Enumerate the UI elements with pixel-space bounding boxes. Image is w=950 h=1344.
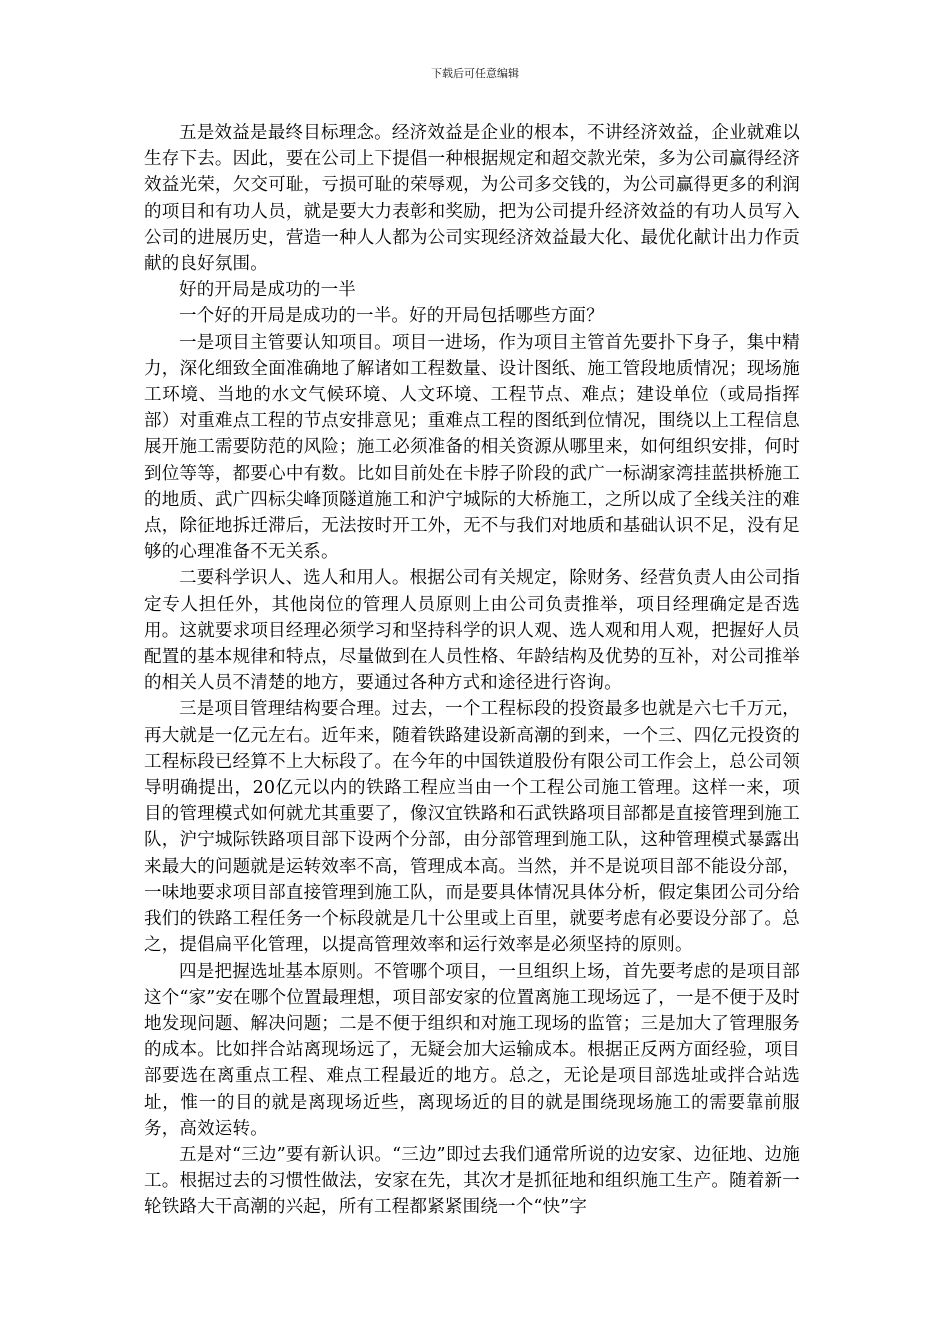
paragraph-select-people: 二要科学识人、选人和用人。根据公司有关规定，除财务、经营负责人由公司指定专人担任外，其他岗位的管理人员原则上由公司负责推举，项目经理确定是否选用。这就要求项目经理必须学习和坚持科学的识人观、选人观和用人观，把握好人员配置的基本规律和特点，尽量做到在人员性格、年龄结构及优势的互补，对公司推举的相关人员不清楚的地方，要通过各种方式和途径进行咨询。 <box>144 568 800 694</box>
document-body <box>144 120 800 1221</box>
paragraph-site-selection: 四是把握选址基本原则。不管哪个项目，一旦组织上场，首先要考虑的是项目部这个“家”安在哪个位置最理想，项目部安家的位置离施工现场远了，一是不便于及时地发现问题、解决问题；二是不便于组织和对施工现场的监管；三是加大了管理服务的成本。比如拌合站离现场远了，无疑会加大运输成本。根据正反两方面经验，项目部要选在离重点工程、难点工程最近的地方。总之，无论是项目部选址或拌合站选址，惟一的目的就是离现场近些，离现场近的目的就是围绕现场施工的需要靠前服务，高效运转。 <box>144 961 800 1139</box>
section-heading-good-start: 好的开局是成功的一半 <box>179 280 356 301</box>
paragraph-three-sides: 五是对“三边”要有新认识。“三边”即过去我们通常所说的边安家、边征地、边施工。根据过去的习惯性做法，安家在先，其次才是抓征地和组织施工生产。随着新一轮铁路大干高潮的兴起，所有工程都紧紧围绕一个“快”字 <box>144 1144 800 1218</box>
paragraph-know-project: 一是项目主管要认知项目。项目一进场，作为项目主管首先要扑下身子，集中精力，深化细致全面准确地了解诸如工程数量、设计图纸、施工管段地质情况；现场施工环境、当地的水文气候环境、人文环境、工程节点、难点；建设单位（或局指挥部）对重难点工程的节点安排意见；重难点工程的图纸到位情况，围绕以上工程信息展开施工需要防范的风险；施工必须准备的相关资源从哪里来，如何组织安排，何时到位等等，都要心中有数。比如目前处在卡脖子阶段的武广一标湖家湾挂蓝拱桥施工的地质、武广四标尖峰顶隧道施工和沪宁城际的大桥施工，之所以成了全线关注的难点，除征地拆迁滞后，无法按时开工外，无不与我们对地质和基础认识不足，没有足够的心理准备不无关系。 <box>144 332 800 563</box>
paragraph-efficiency-goal: 五是效益是最终目标理念。经济效益是企业的根本，不讲经济效益，企业就难以生存下去。因此，要在公司上下提倡一种根据规定和超交款光荣，多为公司赢得经济效益光荣，欠交可耻，亏损可耻的荣辱观，为公司多交钱的，为公司赢得更多的利润的项目和有功人员，就是要大力表彰和奖励，把为公司提升经济效益的有功人员写入公司的进展历史，营造一种人人都为公司实现经济效益最大化、最优化献计出力作贡献的良好氛围。 <box>144 123 800 275</box>
paragraph-good-start-intro: 一个好的开局是成功的一半。好的开局包括哪些方面？ <box>179 306 604 327</box>
paragraph-management-structure: 三是项目管理结构要合理。过去，一个工程标段的投资最多也就是六七千万元，再大就是一亿元左右。近年来，随着铁路建设新高潮的到来，一个三、四亿元投资的工程标段已经算不上大标段了。在今年的中国铁道股份有限公司工作会上，总公司领导明确提出，20亿元以内的铁路工程应当由一个工程公司施工管理。这样一来，项目的管理模式如何就尤其重要了，像汉宜铁路和石武铁路项目部都是直接管理到施工队，沪宁城际铁路项目部下设两个分部，由分部管理到施工队，这种管理模式暴露出来最大的问题就是运转效率不高，管理成本高。当然，并不是说项目部不能设分部，一味地要求项目部直接管理到施工队，而是要具体情况具体分析，假定集团公司分给我们的铁路工程任务一个标段就是几十公里或上百里，就要考虑有必要设分部了。总之，提倡扁平化管理，以提高管理效率和运行效率是必须坚持的原则。 <box>144 699 800 956</box>
page-header: 下载后可任意编辑 <box>431 67 519 80</box>
